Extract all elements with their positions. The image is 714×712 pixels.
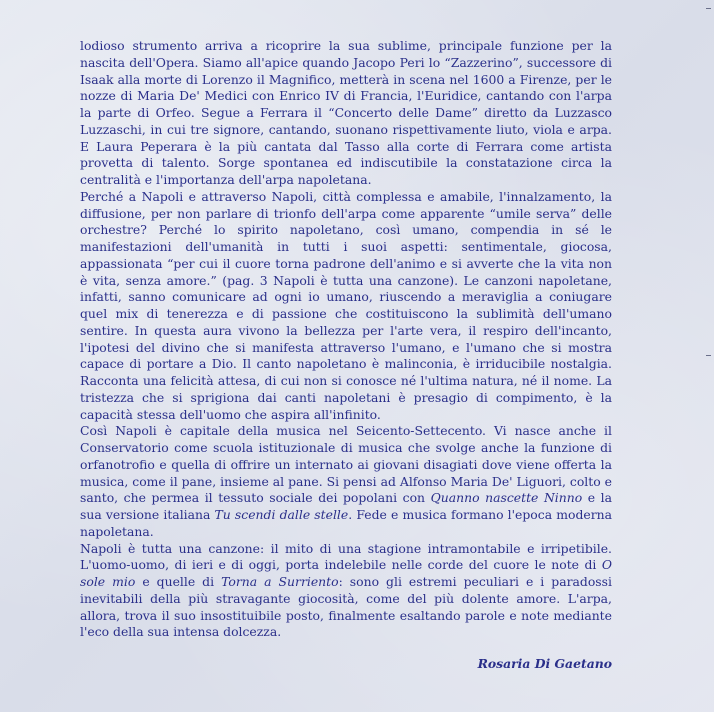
song-title-quanno-nascette-ninno: Quanno nascette Ninno — [430, 490, 583, 506]
crop-mark-top — [706, 8, 711, 9]
song-title-torna-a-surriento: Torna a Surriento — [221, 574, 339, 589]
paragraph-2: Perché a Napoli e attraverso Napoli, città complessa e amabile, l'innalzamento, la diffusione, per non parlare di trionfo dell'arpa come apparente “umile serva” delle orchestre? Perché lo spirito napoletano, così umano, compendia in sé le manifestazioni dell'umanità in tutti i suoi aspetti: sentimentale, giocosa, appassionata “per cui il cuore torna padrone dell'animo e si avverte che la vita non è vita, senza amore.” (pag. 3 Napoli è tutta una canzone). Le canzoni napoletane, infatti, sanno comunicare ad ogni io umano, riuscendo a meraviglia a coniugare quel mix di tenerezza e di passione che costituiscono la sublimità dell'umano sentire. In questa aura vivono la bellezza per l'arte vera, il respiro dell'incanto, l'ipotesi del divino che si manifesta attraverso l'umano, e l'umano che si mostra capace di portare a Dio. Il canto napoletano è malinconia, è irriducibile nostalgia. Racconta una felicità attesa, di cui non si conosce né l'ultima natura, né il nome. La tristezza che si sprigiona dai canti napoletani è presagio di compimento, è la capacità stessa dell'uomo che aspira all'infinito. — [80, 188, 612, 422]
paragraph-4-text-c: : sono gli estremi peculiari e i paradossi inevitabili della più stravagante giocosità, come del più dolente amore. L'arpa, allora, trova il suo insostituibile posto, finalmente esaltando parole e note mediante l'eco della sua intensa dolcezza. — [80, 574, 612, 640]
paragraph-4 — [80, 541, 612, 642]
paragraph-3 — [80, 423, 612, 540]
paragraph-4-text-b: e quelle di — [135, 574, 222, 589]
song-title-tu-scendi-dalle-stelle: Tu scendi dalle stelle — [214, 507, 349, 522]
paragraph-3-text-c: . Fede e musica formano l'epoca moderna napoletana. — [80, 507, 613, 539]
body-text — [80, 38, 612, 641]
song-title-o-sole-mio: O sole mio — [80, 557, 612, 589]
paragraph-3-text-b: e la sua versione italiana — [80, 490, 613, 522]
author-signature: Rosaria Di Gaetano — [477, 656, 612, 671]
paragraph-1: lodioso strumento arriva a ricoprire la sua sublime, principale funzione per la nascita dell'Opera. Siamo all'apice quando Jacopo Peri lo “Zazzerino”, successore di Isaak alla morte di Lorenzo il Magnifico, metterà in scena nel 1600 a Firenze, per le nozze di Maria De' Medici con Enrico IV di Francia, l'Euridice, cantando con l'arpa la parte di Orfeo. Segue a Ferrara il “Concerto delle Dame” diretto da Luzzasco Luzzaschi, in cui tre signore, cantando, suonano rispettivamente liuto, viola e arpa. E Laura Peperara è la più cantata dal Tasso alla corte di Ferrara come artista provetta di talento. Sorge spontanea ed indiscutibile la constatazione circa la centralità e l'importanza dell'arpa napoletana. — [80, 38, 612, 187]
paragraph-4-text-a: Napoli è tutta una canzone: il mito di una stagione intramontabile e irripetibile. L'uomo-uomo, di ieri e di oggi, porta indelebile nelle corde del cuore le note di — [80, 540, 612, 573]
paragraph-3-text-a: Così Napoli è capitale della musica nel Seicento-Settecento. Vi nasce anche il Conservatorio come scuola istituzionale di musica che svolge anche la funzione di orfanotrofio e quella di offrire un internato ai giovani disagiati dove viene offerta la musica, come il pane, insieme al pane. Si pensi ad Alfonso Maria De' Liguori, colto e santo, che permea il tessuto sociale dei popolani con — [80, 423, 612, 506]
crop-mark-middle — [706, 355, 711, 356]
